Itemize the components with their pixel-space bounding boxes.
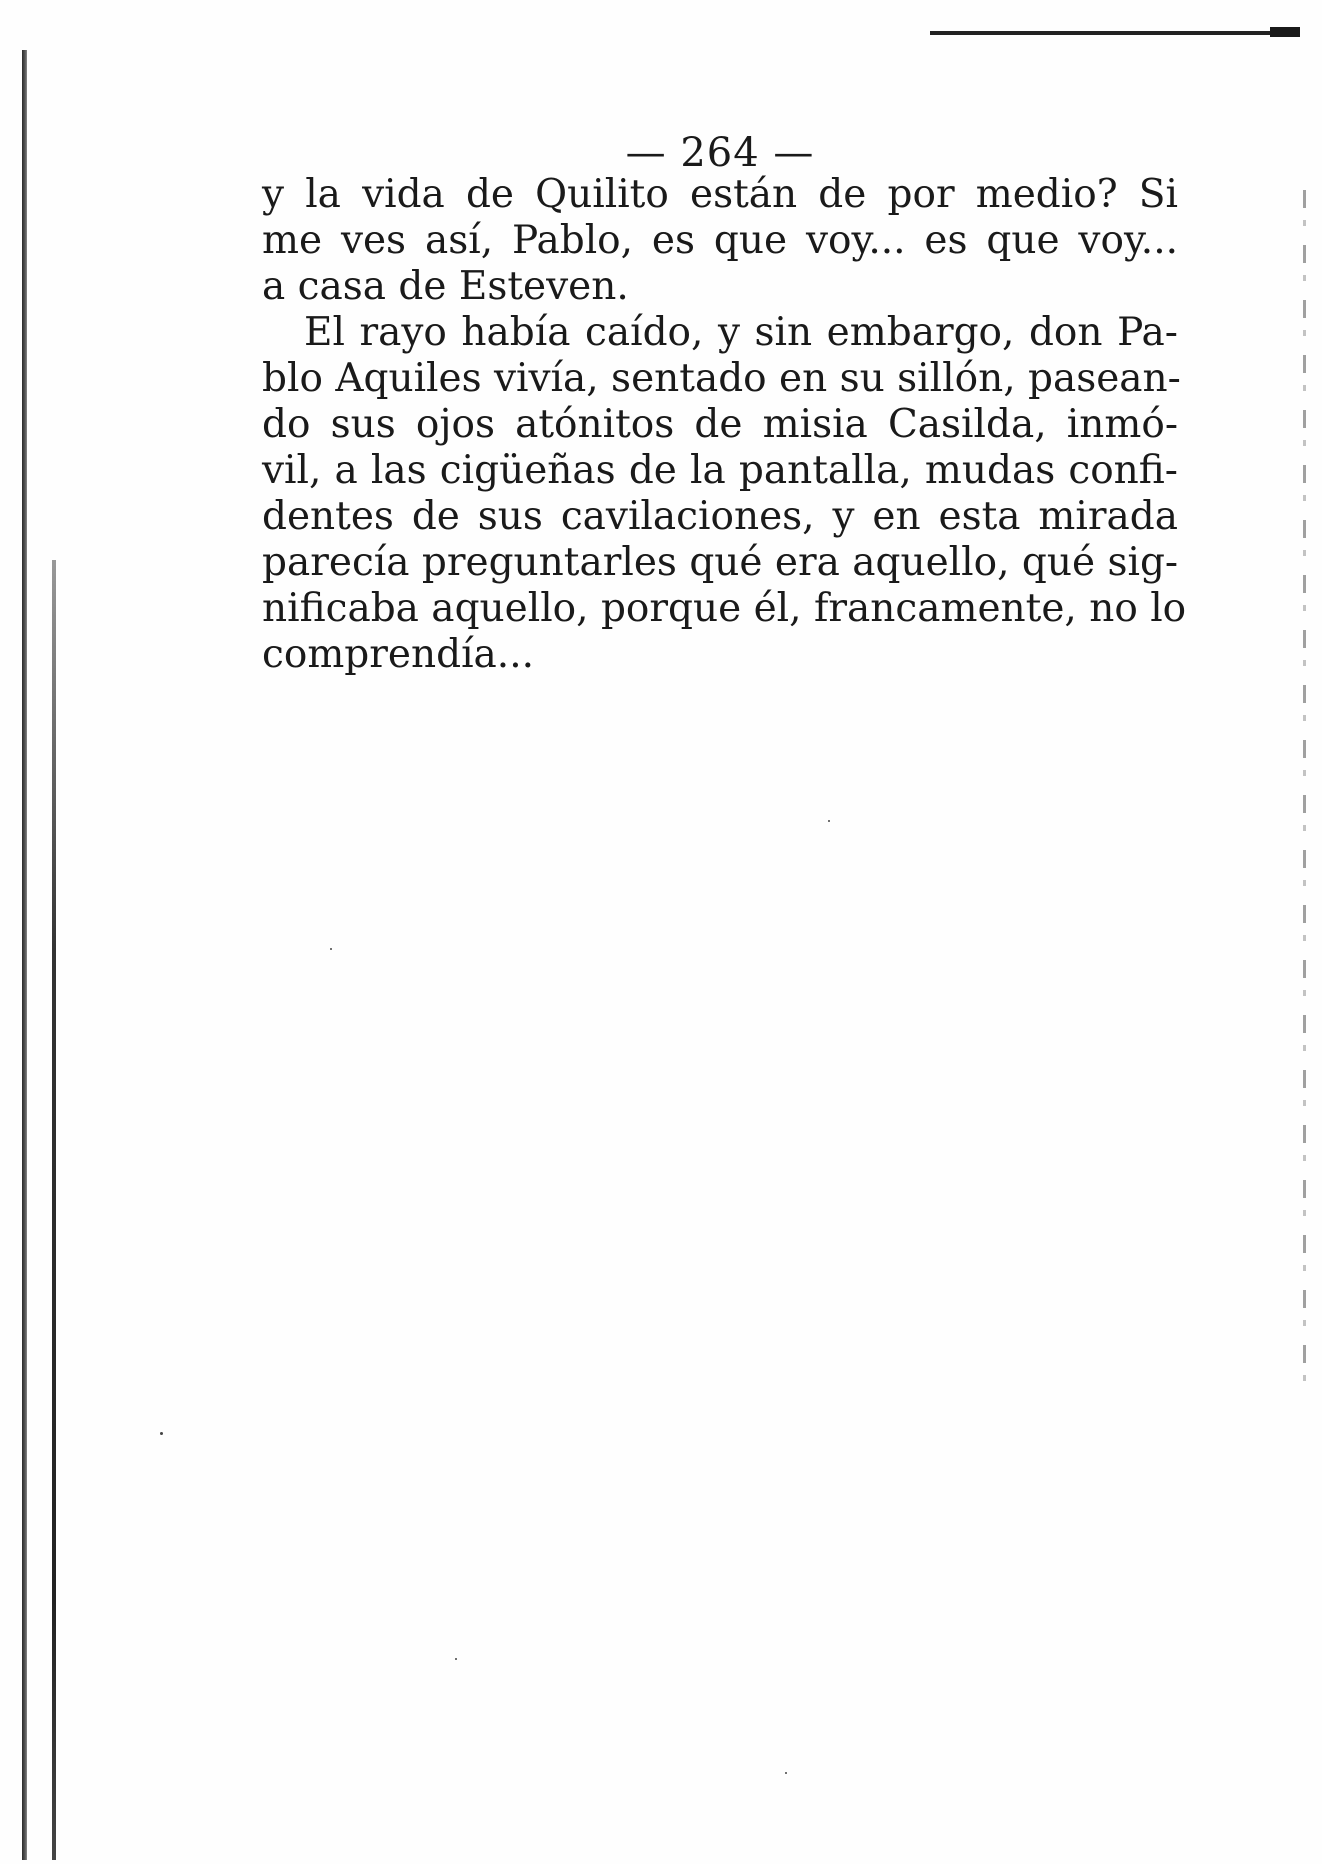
text-line: El rayo había caído, y sin embargo, don Pa- [304, 310, 1178, 355]
text-line: blo Aquiles vivía, sentado en su sillón, pasean- [262, 356, 1181, 401]
text-line: me ves así, Pablo, es que voy... es que voy... [262, 218, 1178, 263]
text-line: do sus ojos atónitos de misia Casilda, inmó- [262, 402, 1178, 447]
binding-shadow [52, 560, 56, 1860]
print-speck [785, 1772, 787, 1774]
text-line: y la vida de Quilito están de por medio? Si [262, 172, 1178, 217]
print-speck [160, 1432, 163, 1435]
print-speck [330, 948, 332, 950]
top-rule-end [1270, 27, 1300, 37]
page-number: — 264 — [625, 130, 815, 176]
print-speck [455, 1658, 457, 1660]
text-line: dentes de sus cavilaciones, y en esta mirada [262, 494, 1178, 539]
text-line: comprendía... [262, 632, 534, 677]
body-text [262, 172, 1187, 678]
text-line: vil, a las cigüeñas de la pantalla, mudas confi- [262, 448, 1178, 493]
text-line: parecía preguntarles qué era aquello, qué sig- [262, 540, 1179, 585]
page-edge [1303, 190, 1306, 1390]
binding-edge [22, 50, 27, 1860]
top-rule [930, 31, 1300, 35]
text-line: nificaba aquello, porque él, francamente, no lo [262, 586, 1187, 631]
text-line: a casa de Esteven. [262, 264, 629, 309]
print-speck [828, 820, 830, 822]
